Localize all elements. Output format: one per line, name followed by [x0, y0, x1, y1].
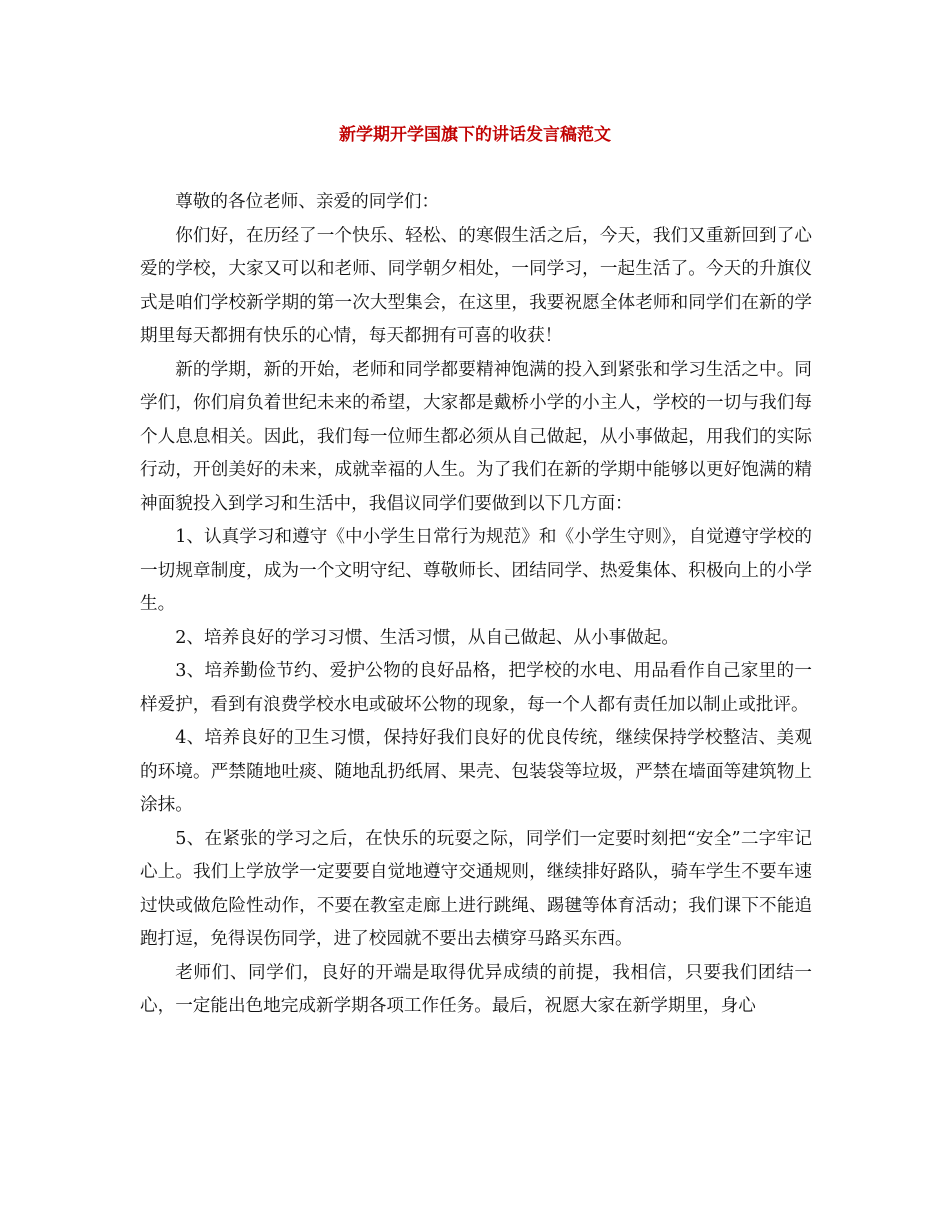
item-4-paragraph: 4、培养良好的卫生习惯，保持好我们良好的优良传统，继续保持学校整洁、美观的环境。严禁随地吐痰、随地乱扔纸屑、果壳、包装袋等垃圾，严禁在墙面等建筑物上涂抹。 [140, 728, 812, 815]
item-3-paragraph: 3、培养勤俭节约、爱护公物的良好品格，把学校的水电、用品看作自己家里的一样爱护，看到有浪费学校水电或破坏公物的现象，每一个人都有责任加以制止或批评。 [140, 661, 812, 715]
item-5-paragraph: 5、在紧张的学习之后，在快乐的玩耍之际，同学们一定要时刻把“安全”二字牢记心上。我们上学放学一定要要自觉地遵守交通规则，继续排好路队，骑车学生不要车速过快或做危险性动作，不要在教室走廊上进行跳绳、踢毽等体育活动；我们课下不能追跑打逗，免得误伤同学，进了校园就不要出去横穿马路买东西。 [140, 828, 812, 949]
document-body [140, 186, 812, 1024]
new-semester-paragraph: 新的学期，新的开始，老师和同学都要精神饱满的投入到紧张和学习生活之中。同学们，你们肩负着世纪未来的希望，大家都是戴桥小学的小主人，学校的一切与我们每个人息息相关。因此，我们每一位师生都必须从自己做起，从小事做起，用我们的实际行动，开创美好的未来，成就幸福的人生。为了我们在新的学期中能够以更好饱满的精神面貌投入到学习和生活中，我倡议同学们要做到以下几方面： [140, 359, 812, 514]
salutation-paragraph: 尊敬的各位老师、亲爱的同学们： [175, 192, 440, 212]
document-title: 新学期开学国旗下的讲话发言稿范文 [339, 125, 611, 145]
closing-paragraph: 老师们、同学们，良好的开端是取得优异成绩的前提，我相信，只要我们团结一心，一定能出色地完成新学期各项工作任务。最后，祝愿大家在新学期里，身心 [140, 962, 812, 1016]
item-1-paragraph: 1、认真学习和遵守《中小学生日常行为规范》和《小学生守则》，自觉遵守学校的一切规章制度，成为一个文明守纪、尊敬师长、团结同学、热爱集体、积极向上的小学生。 [140, 527, 812, 614]
item-2-paragraph: 2、培养良好的学习习惯、生活习惯，从自己做起、从小事做起。 [175, 627, 680, 648]
greeting-paragraph: 你们好，在历经了一个快乐、轻松、的寒假生活之后，今天，我们又重新回到了心爱的学校，大家又可以和老师、同学朝夕相处，一同学习，一起生活了。今天的升旗仪式是咱们学校新学期的第一次大型集会，在这里，我要祝愿全体老师和同学们在新的学期里每天都拥有快乐的心情，每天都拥有可喜的收获！ [140, 225, 812, 346]
